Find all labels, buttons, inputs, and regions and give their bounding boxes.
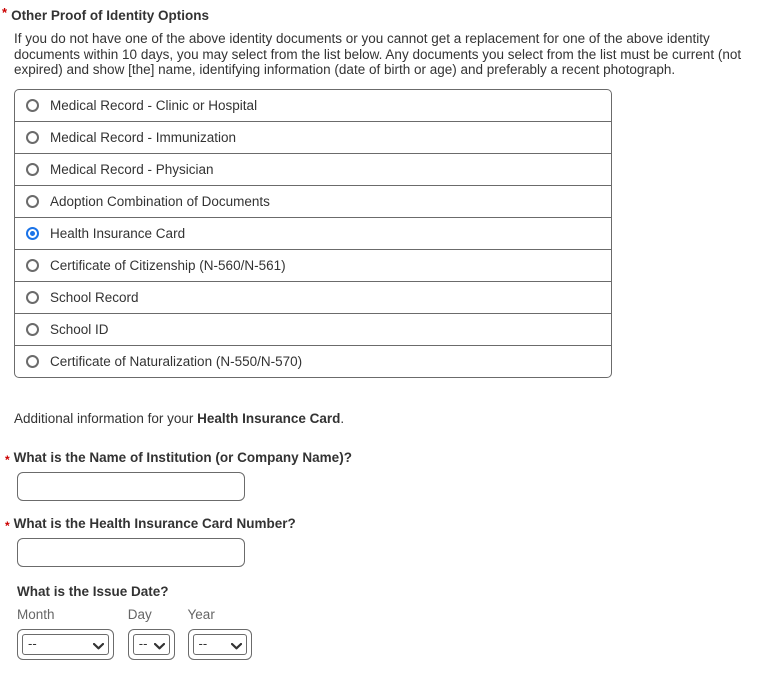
- option-label: Adoption Combination of Documents: [50, 193, 270, 209]
- day-label: Day: [127, 606, 152, 622]
- option-row[interactable]: [15, 313, 611, 345]
- year-select[interactable]: [193, 634, 247, 655]
- day-select[interactable]: [133, 634, 170, 655]
- issue-date-heading: What is the Issue Date?: [17, 583, 169, 599]
- institution-name-label: What is the Name of Institution (or Company Name)?: [13, 449, 352, 465]
- option-label: School Record: [50, 289, 139, 305]
- option-label: Medical Record - Clinic or Hospital: [50, 97, 258, 113]
- year-label: Year: [187, 606, 215, 622]
- radio-icon[interactable]: [26, 355, 39, 368]
- institution-name-input[interactable]: [17, 472, 245, 501]
- radio-icon[interactable]: [26, 131, 39, 144]
- option-row[interactable]: [15, 153, 611, 185]
- identity-options-list: [14, 89, 612, 378]
- option-label: Medical Record - Immunization: [50, 129, 237, 145]
- option-row[interactable]: [15, 281, 611, 313]
- month-select-wrap: [17, 629, 114, 660]
- card-number-label: What is the Health Insurance Card Number?: [13, 515, 296, 531]
- issue-date-fields: [17, 608, 776, 660]
- radio-icon[interactable]: [26, 291, 39, 304]
- day-select-wrap: [128, 629, 175, 660]
- radio-dot: [30, 231, 35, 236]
- radio-icon[interactable]: [26, 259, 39, 272]
- radio-icon[interactable]: [26, 323, 39, 336]
- option-row[interactable]: [15, 90, 611, 121]
- option-row[interactable]: [15, 185, 611, 217]
- month-field: [17, 608, 114, 660]
- additional-info-document: Health Insurance Card: [197, 410, 341, 426]
- option-row[interactable]: [15, 217, 611, 249]
- year-field: [188, 608, 252, 660]
- additional-info-prefix: Additional information for your: [14, 410, 198, 426]
- option-row[interactable]: [15, 249, 611, 281]
- section-title-text: Other Proof of Identity Options: [11, 8, 210, 23]
- month-select[interactable]: [22, 634, 109, 655]
- section-title: [2, 5, 776, 24]
- required-asterisk: *: [2, 5, 8, 20]
- additional-info-text: [14, 411, 776, 426]
- option-label: School ID: [50, 321, 109, 337]
- radio-icon[interactable]: [26, 163, 39, 176]
- option-label: Certificate of Naturalization (N-550/N-570): [50, 353, 303, 369]
- radio-icon[interactable]: [26, 99, 39, 112]
- question-institution-name: [5, 449, 776, 501]
- required-asterisk: *: [5, 518, 10, 533]
- month-label: Month: [17, 606, 55, 622]
- institution-name-label-row: [5, 450, 776, 466]
- intro-paragraph: If you do not have one of the above identity documents or you cannot get a replacement for one of the above identity documents within 10 days, you may select from the list below. Any documents you select from the list must be current (not expired) and show [the] name, identifying information (date of birth or age) and preferably a recent photograph.: [14, 31, 742, 77]
- additional-info-suffix: .: [340, 410, 345, 426]
- required-asterisk: *: [5, 452, 10, 467]
- option-row[interactable]: [15, 345, 611, 377]
- option-label: Health Insurance Card: [50, 225, 186, 241]
- option-row[interactable]: [15, 121, 611, 153]
- option-label: Certificate of Citizenship (N-560/N-561): [50, 257, 286, 273]
- day-field: [128, 608, 175, 660]
- year-select-wrap: [188, 629, 252, 660]
- question-card-number: [5, 515, 776, 567]
- radio-icon[interactable]: [26, 195, 39, 208]
- card-number-input[interactable]: [17, 538, 245, 567]
- card-number-label-row: [5, 516, 776, 532]
- option-label: Medical Record - Physician: [50, 161, 214, 177]
- issue-date-section: [17, 584, 776, 660]
- radio-icon[interactable]: [26, 227, 39, 240]
